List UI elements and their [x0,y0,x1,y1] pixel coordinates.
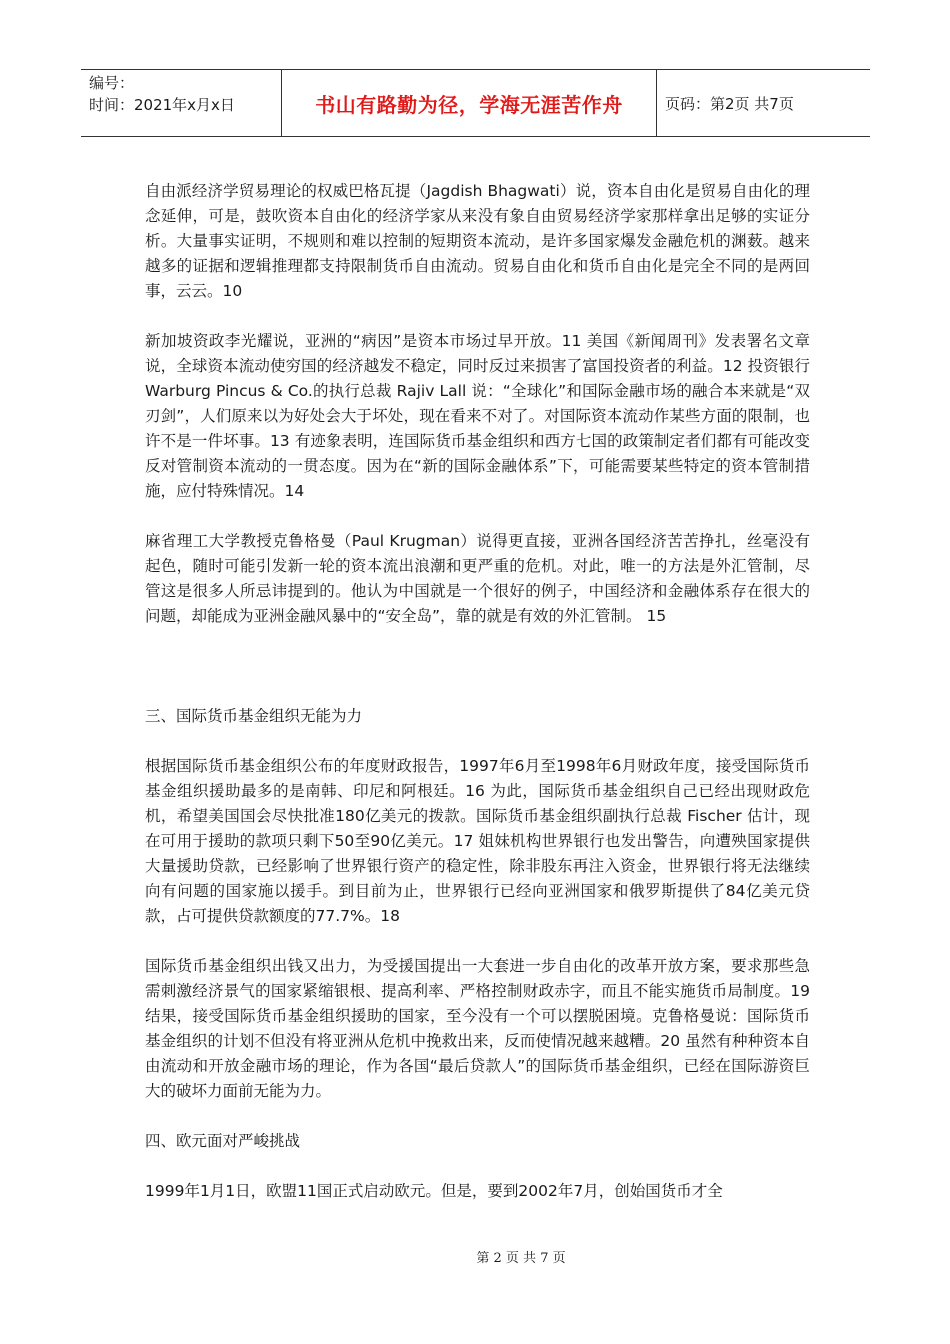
paragraph-imf-report: 根据国际货币基金组织公布的年度财政报告，1997年6月至1998年6月财政年度，接受国际货币基金组织援助最多的是南韩、印尼和阿根廷。16 为此，国际货币基金组织自己已经出现财政危机，希望美国国会尽快批准180亿美元的拨款。国际货币基金组织副执行总裁 Fischer 估计，现在可用于援助的款项只剩下50至90亿美元。17 姐妹机构世界银行也发出警告，向遭殃国家提供大量援助贷款，已经影响了世界银行资产的稳定性，除非股东再注入资金，世界银行将无法继续向有问题的国家施以援手。到目前为止，世界银行已经向亚洲国家和俄罗斯提供了84亿美元贷款，占可提供贷款额度的77.7%。18 [145,757,810,925]
document-number-label: 编号： [89,74,135,92]
header-motto: 书山有路勤为径，学海无涯苦作舟 [282,70,657,136]
section-heading-euro: 四、欧元面对严峻挑战 [145,1132,301,1150]
document-time-label: 时间：2021年x月x日 [89,96,235,114]
header-meta-cell [81,70,282,136]
paragraph-euro-launch: 1999年1月1日，欧盟11国正式启动欧元。但是，要到2002年7月，创始国货币才全 [145,1182,723,1200]
page-footer: 第 2 页 共 7 页 [476,1251,566,1266]
header-page-info: 页码：第2页 共7页 [665,94,794,113]
page-header [81,69,870,137]
paragraph-imf-reform: 国际货币基金组织出钱又出力，为受援国提出一大套进一步自由化的改革开放方案，要求那些急需刺激经济景气的国家紧缩银根、提高利率、严格控制财政赤字，而且不能实施货币局制度。19 结果，接受国际货币基金组织援助的国家，至今没有一个可以摆脱困境。克鲁格曼说：国际货币基金组织的计划不但没有将亚洲从危机中挽救出来，反而使情况越来越糟。20 虽然有种种资本自由流动和开放金融市场的理论，作为各国“最后贷款人”的国际货币基金组织，已经在国际游资巨大的破坏力面前无能为力。 [145,957,810,1100]
paragraph-lee-kuan-yew: 新加坡资政李光耀说，亚洲的“病因”是资本市场过早开放。11 美国《新闻周刊》发表署名文章说，全球资本流动使穷国的经济越发不稳定，同时反过来损害了富国投资者的利益。12 投资银行 Warburg Pincus & Co.的执行总裁 Rajiv Lall 说：“全球化”和国际金融市场的融合本来就是“双刃剑”，人们原来以为好处会大于坏处，现在看来不对了。对国际资本流动作某些方面的限制，也许不是一件坏事。13 有迹象表明，连国际货币基金组织和西方七国的政策制定者们都有可能改变反对管制资本流动的一贯态度。因为在“新的国际金融体系”下，可能需要某些特定的资本管制措施，应付特殊情况。14 [145,332,810,500]
paragraph-krugman: 麻省理工大学教授克鲁格曼（Paul Krugman）说得更直接，亚洲各国经济苦苦挣扎，丝毫没有起色，随时可能引发新一轮的资本流出浪潮和更严重的危机。对此，唯一的方法是外汇管制，尽管这是很多人所忌讳提到的。他认为中国就是一个很好的例子，中国经济和金融体系存在很大的问题，却能成为亚洲金融风暴中的“安全岛”，靠的就是有效的外汇管制。 15 [145,532,810,625]
document-body [145,179,810,1204]
section-heading-imf: 三、国际货币基金组织无能为力 [145,707,363,725]
paragraph-bhagwati: 自由派经济学贸易理论的权威巴格瓦提（Jagdish Bhagwati）说，资本自由化是贸易自由化的理念延伸，可是，鼓吹资本自由化的经济学家从来没有象自由贸易经济学家那样拿出足够的实证分析。大量事实证明，不规则和难以控制的短期资本流动，是许多国家爆发金融危机的渊薮。越来越多的证据和逻辑推理都支持限制货币自由流动。贸易自由化和货币自由化是完全不同的是两回事，云云。10 [145,182,810,300]
